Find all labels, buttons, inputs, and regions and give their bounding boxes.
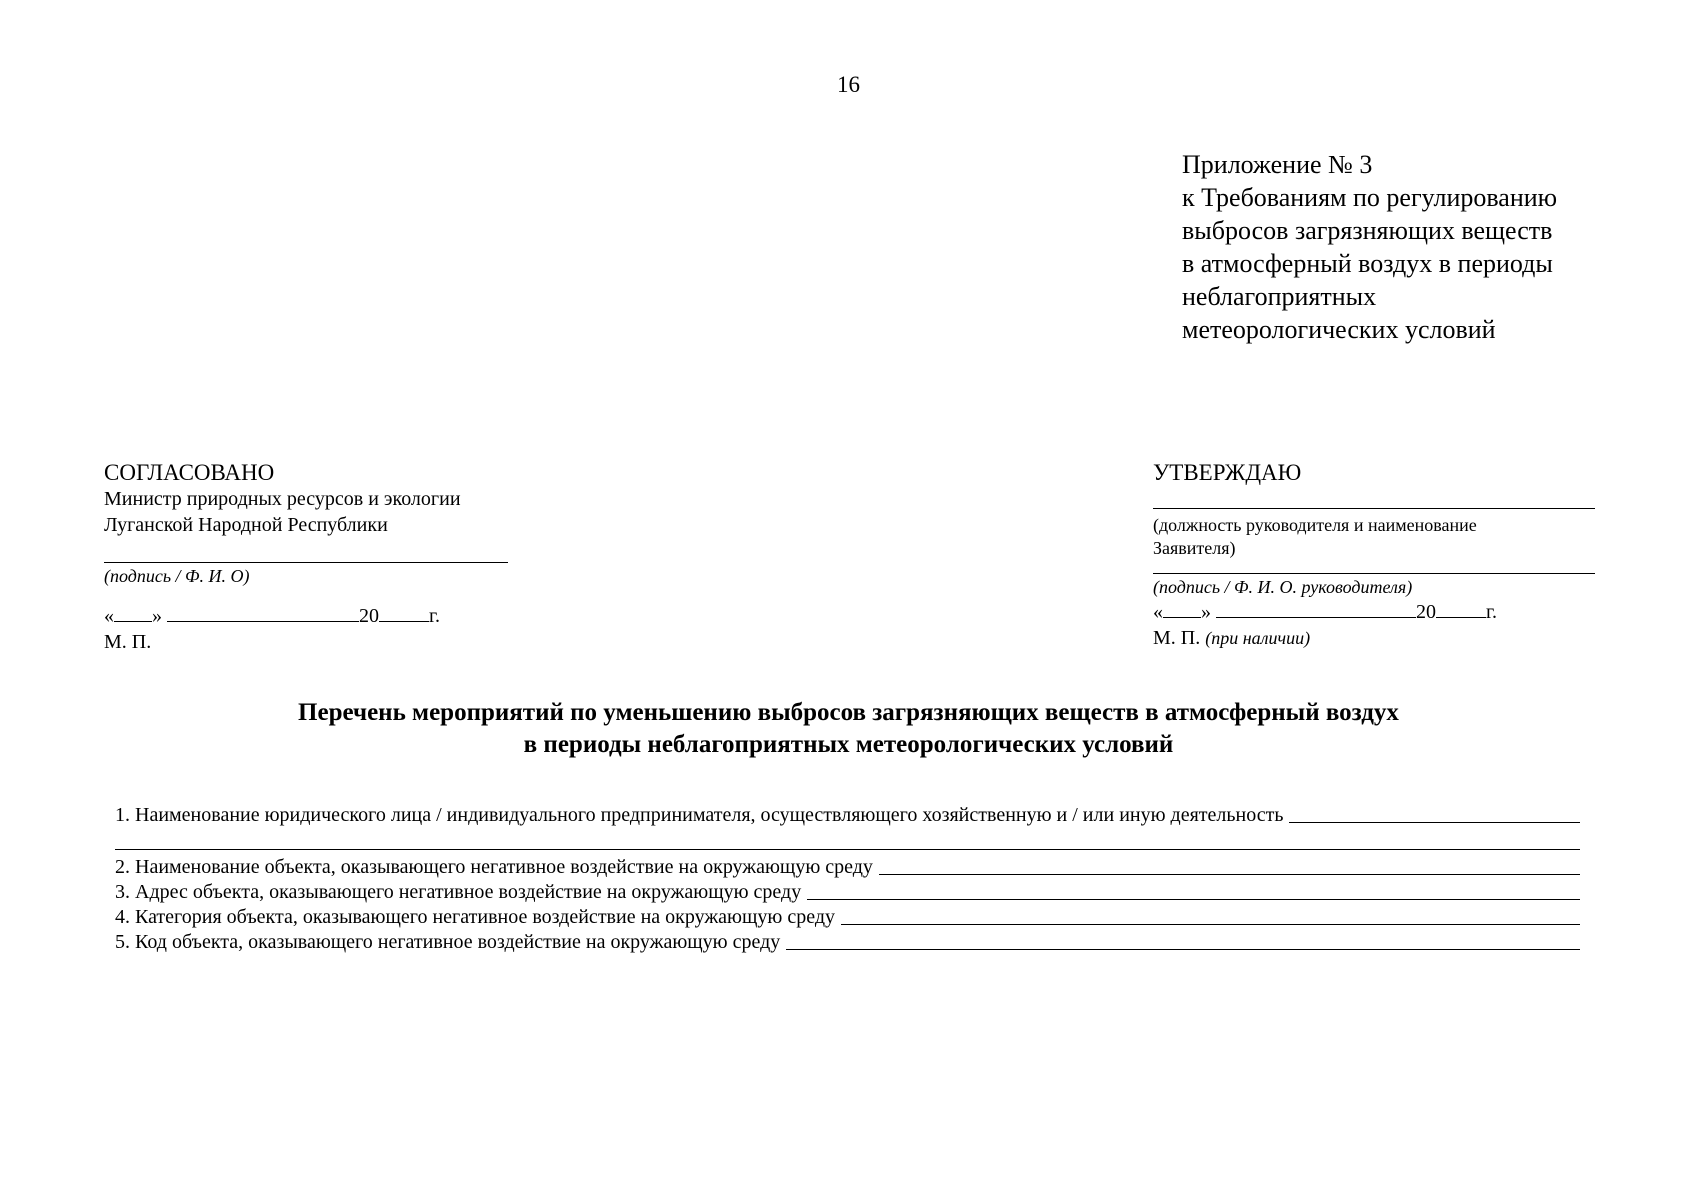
item-5-field[interactable]: [786, 949, 1580, 950]
item-3-field[interactable]: [807, 899, 1580, 900]
approve-block: [1153, 459, 1595, 651]
approve-signature-caption: (подпись / Ф. И. О. руководителя): [1153, 577, 1413, 597]
approve-position-caption: (должность руководителя и наименование: [1153, 515, 1477, 535]
date-quote-close: »: [152, 605, 162, 627]
title-line-2: в периоды неблагоприятных метеорологических условий: [523, 731, 1174, 758]
page-number: 16: [837, 72, 860, 97]
item-4-row: [115, 905, 1580, 929]
item-3-row: [115, 880, 1580, 904]
agreed-day-field[interactable]: [114, 620, 152, 622]
approve-year-prefix: 20: [1416, 601, 1436, 623]
item-2-row: [115, 855, 1580, 879]
approve-year-field[interactable]: [1436, 616, 1486, 618]
approve-year-suffix: г.: [1486, 601, 1497, 623]
item-1-row: [115, 803, 1580, 827]
appendix-reference: [1182, 148, 1557, 346]
appendix-line: к Требованиям по регулированию: [1182, 183, 1558, 212]
approve-date-line: [1153, 599, 1595, 625]
agreed-signature-field[interactable]: [104, 562, 508, 563]
item-2-field[interactable]: [879, 874, 1580, 875]
item-5-row: [115, 930, 1580, 954]
item-4-field[interactable]: [841, 924, 1580, 925]
approve-position-field[interactable]: [1153, 508, 1595, 509]
approve-position-caption-2: Заявителя): [1153, 538, 1236, 558]
approve-heading: УТВЕРЖДАЮ: [1153, 460, 1302, 485]
agreed-date-line: [104, 603, 508, 629]
agreed-month-field[interactable]: [167, 620, 359, 622]
document-title: [0, 697, 1697, 761]
item-4-label: 4. Категория объекта, оказывающего негативное воздействие на окружающую среду: [115, 906, 835, 928]
item-5-label: 5. Код объекта, оказывающего негативное воздействие на окружающую среду: [115, 931, 781, 953]
agreed-year-field[interactable]: [379, 620, 429, 622]
item-2-label: 2. Наименование объекта, оказывающего негативное воздействие на окружающую среду: [115, 856, 873, 878]
agreed-year-suffix: г.: [429, 605, 440, 627]
agreed-signature-caption: (подпись / Ф. И. О): [104, 566, 250, 586]
approve-signature-field[interactable]: [1153, 573, 1595, 574]
appendix-line: в атмосферный воздух в периоды: [1182, 249, 1553, 278]
agreed-stamp-label: М. П.: [104, 631, 152, 653]
approve-stamp-line: [1153, 625, 1595, 651]
date-quote-open: «: [104, 605, 114, 627]
agreed-minister-line: Министр природных ресурсов и экологии: [104, 488, 461, 510]
appendix-line: Приложение № 3: [1182, 150, 1373, 179]
appendix-line: метеорологических условий: [1182, 315, 1496, 344]
item-1-continuation-field[interactable]: [115, 849, 1580, 850]
date-quote-open: «: [1153, 601, 1163, 623]
appendix-line: выбросов загрязняющих веществ: [1182, 216, 1553, 245]
agreed-heading: СОГЛАСОВАНО: [104, 460, 275, 485]
agreed-republic-line: Луганской Народной Республики: [104, 514, 388, 536]
date-quote-close: »: [1201, 601, 1211, 623]
title-line-1: Перечень мероприятий по уменьшению выбросов загрязняющих веществ в атмосферный воздух: [298, 699, 1399, 726]
approve-month-field[interactable]: [1216, 616, 1416, 618]
item-1-field[interactable]: [1289, 822, 1580, 823]
item-1-label: 1. Наименование юридического лица / индивидуального предпринимателя, осуществляющего хозяйственную и / или иную деятельность: [115, 804, 1284, 826]
approve-day-field[interactable]: [1163, 616, 1201, 618]
agreed-block: [104, 459, 508, 655]
approve-stamp-label: М. П.: [1153, 627, 1201, 649]
approve-stamp-note: (при наличии): [1205, 628, 1311, 648]
agreed-year-prefix: 20: [359, 605, 379, 627]
appendix-line: неблагоприятных: [1182, 282, 1377, 311]
item-3-label: 3. Адрес объекта, оказывающего негативное воздействие на окружающую среду: [115, 881, 802, 903]
